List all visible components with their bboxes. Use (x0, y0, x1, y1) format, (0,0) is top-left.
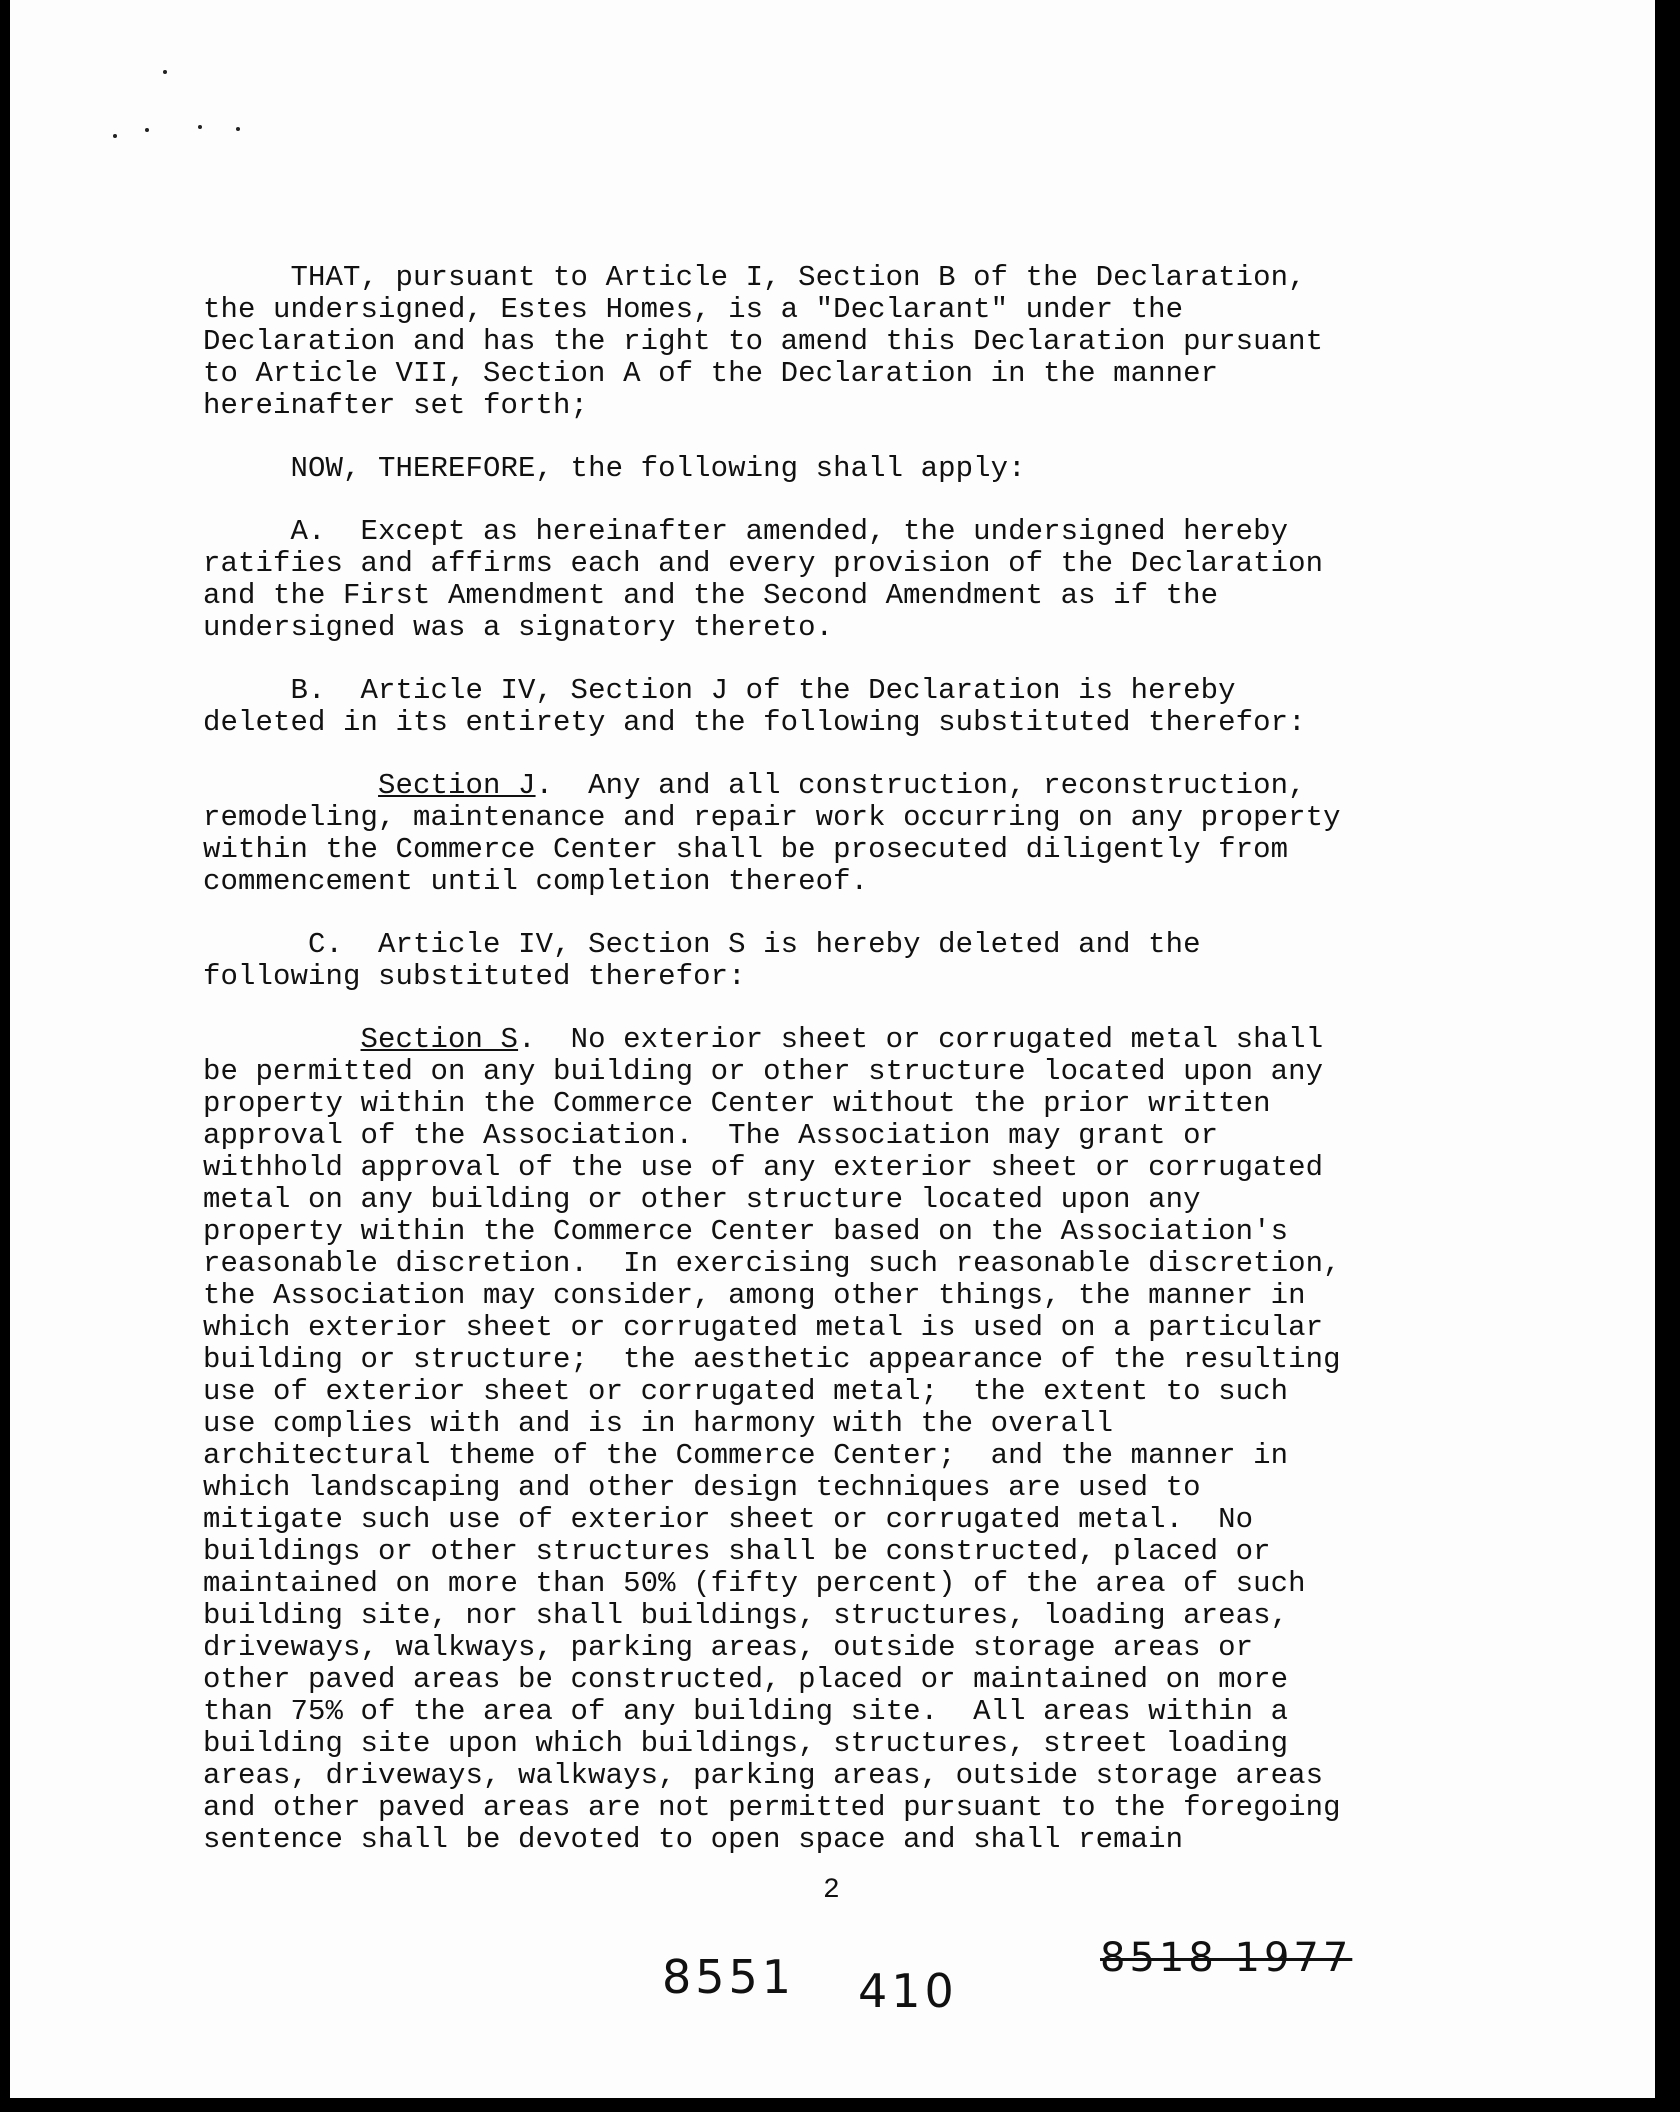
document-body (203, 262, 1503, 1856)
struck-out-reference: 8518 1977 (1100, 1935, 1353, 1981)
section-s-text: . No exterior sheet or corrugated metal shall be permitted on any building or other structure located upon any property within the Commerce Center without the prior written approval of the Association. The Association may grant or withhold approval of the use of any exterior sheet or corrugated metal on any building or other structure located upon any property within the Commerce Center based on the Association's reasonable discretion. In exercising such reasonable discretion, the Association may consider, among other things, the manner in which exterior sheet or corrugated metal is used on a particular building or structure; the aesthetic appearance of the resulting use of exterior sheet or corrugated metal; the extent to such use complies with and is in harmony with the overall architectural theme of the Commerce Center; and the manner in which landscaping and other design techniques are used to mitigate such use of exterior sheet or corrugated metal. No buildings or other structures shall be constructed, placed or maintained on more than 50% (fifty percent) of the area of such building site, nor shall buildings, structures, loading areas, driveways, walkways, parking areas, outside storage areas or other paved areas be constructed, placed or maintained on more than 75% of the area of any building site. All areas within a building site upon which buildings, structures, street loading areas, driveways, walkways, parking areas, outside storage areas and other paved areas are not permitted pursuant to the foregoing sentence shall be devoted to open space and shall remain (203, 1023, 1341, 1856)
section-j-heading: Section J (378, 769, 536, 802)
scan-speck (163, 70, 167, 74)
scan-speck (236, 127, 240, 131)
section-j (203, 770, 1503, 898)
handwritten-page-number: 410 (858, 1964, 958, 2018)
paragraph-a: A. Except as hereinafter amended, the undersigned hereby ratifies and affirms each and every provision of the Declaration and the First Amendment and the Second Amendment as if the undersigned was a signatory thereto. (203, 515, 1324, 644)
paragraph-now-therefore: NOW, THEREFORE, the following shall apply: (203, 452, 1026, 485)
scan-speck (198, 125, 202, 129)
section-s-heading: Section S (360, 1023, 519, 1056)
section-j-text: . Any and all construction, reconstruction, remodeling, maintenance and repair work occurring on any property within the Commerce Center shall be prosecuted diligently from commencement until completion thereof. (203, 769, 1341, 898)
paragraph-c: C. Article IV, Section S is hereby deleted and the following substituted therefor: (203, 928, 1201, 993)
scan-speck (145, 128, 149, 132)
document-page (10, 0, 1655, 2098)
section-s (203, 1024, 1503, 1856)
page-number: 2 (823, 1875, 840, 1906)
scan-speck (113, 134, 117, 138)
paragraph-whereas: THAT, pursuant to Article I, Section B of the Declaration, the undersigned, Estes Homes, is a "Declarant" under the Declaration and has the right to amend this Declaration pursuant to Article VII, Section A of the Declaration in the manner hereinafter set forth; (203, 261, 1324, 422)
section-s-indent (203, 1023, 361, 1056)
handwritten-book-number: 8551 (662, 1950, 796, 2004)
section-j-indent (203, 769, 378, 802)
paragraph-b: B. Article IV, Section J of the Declaration is hereby deleted in its entirety and the following substituted therefor: (203, 674, 1306, 739)
